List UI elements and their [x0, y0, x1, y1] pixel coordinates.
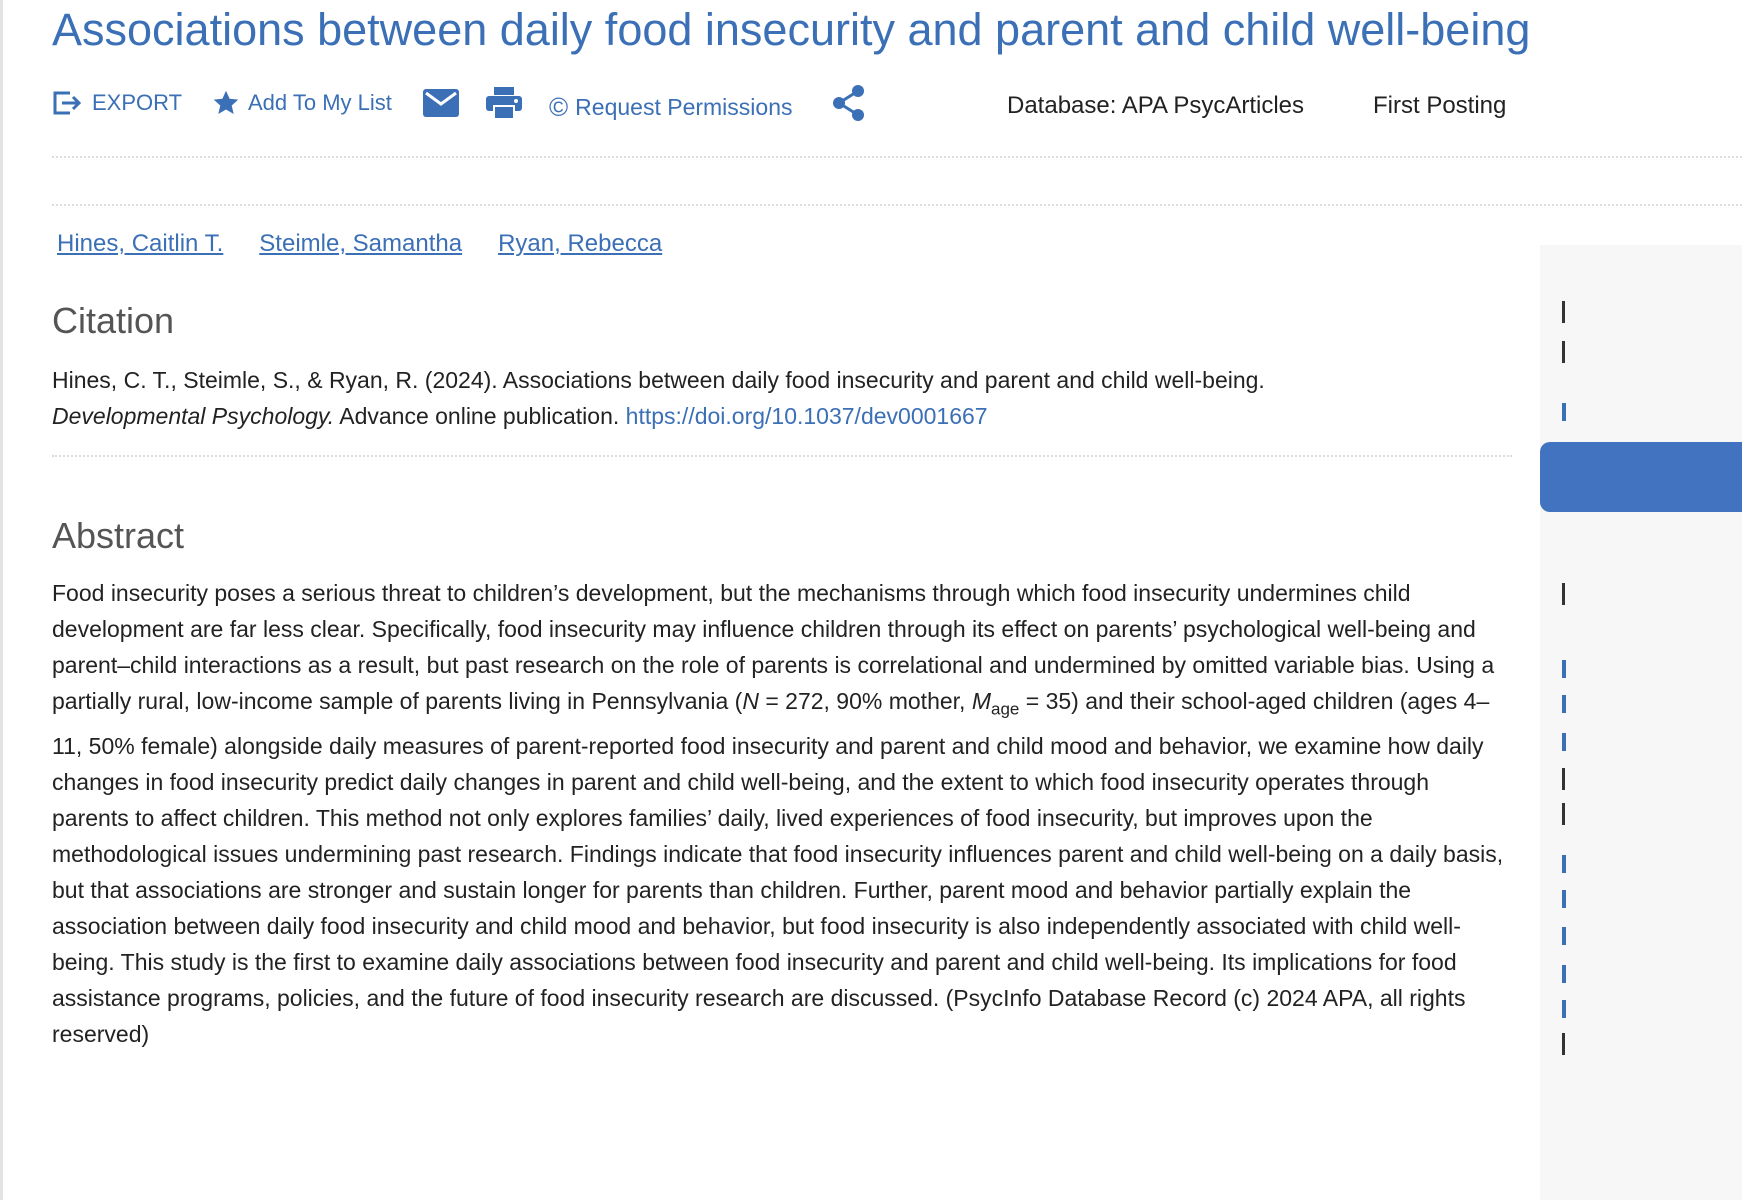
sidebar-fragment	[1562, 995, 1592, 1023]
sidebar-fragment	[1562, 298, 1592, 326]
sidebar-fragment	[1562, 800, 1592, 828]
request-permissions-label: Request Permissions	[575, 93, 793, 120]
citation-heading: Citation	[52, 300, 175, 341]
sidebar-fragment	[1562, 338, 1592, 366]
add-to-list-button[interactable]	[212, 78, 392, 128]
author-list	[57, 230, 662, 266]
sidebar-fragment	[1562, 655, 1592, 683]
sidebar-fragment	[1562, 580, 1592, 608]
request-permissions-button[interactable]	[549, 82, 792, 132]
author-link[interactable]: Steimle, Samantha	[259, 230, 463, 257]
first-posting-label: First Posting	[1373, 92, 1507, 119]
left-edge-border	[0, 0, 3, 1200]
m-symbol: M	[971, 688, 991, 714]
export-button[interactable]	[52, 78, 182, 128]
author-link[interactable]: Hines, Caitlin T.	[57, 230, 224, 257]
sidebar-fragment	[1562, 885, 1592, 913]
doi-link[interactable]: https://doi.org/10.1037/dev0001667	[625, 403, 988, 429]
copyright-icon: ©	[549, 91, 569, 122]
article-title: Associations between daily food insecurity and parent and child well-being	[52, 4, 1531, 55]
divider-citation	[52, 455, 1512, 457]
age-subscript: age	[991, 699, 1020, 719]
sidebar-active-tab[interactable]	[1540, 442, 1742, 512]
divider-top	[52, 156, 1742, 158]
sidebar-fragment	[1562, 765, 1592, 793]
sidebar-fragment	[1562, 728, 1592, 756]
export-label: EXPORT	[92, 90, 183, 115]
export-icon	[52, 90, 82, 116]
sidebar-fragment	[1562, 690, 1592, 718]
email-icon	[422, 88, 460, 118]
sidebar-fragment	[1562, 1030, 1592, 1058]
citation-main: Hines, C. T., Steimle, S., & Ryan, R. (2024). Associations between daily food insecurity and parent and child well-being.	[52, 367, 1265, 393]
database-label: Database: APA PsycArticles	[1007, 92, 1305, 119]
citation-journal: Developmental Psychology.	[52, 403, 335, 429]
abstract-segment: = 35) and their school-aged children (ages 4–11, 50% female) alongside daily measures of parent-reported food insecurity and parent and child mood and behavior, we examine how daily changes in food insecurity predict daily changes in parent and child well-being, and the extent to which food insecurity operates through parents to affect children. This method not only explores families’ daily, lived experiences of food insecurity, but improves upon the methodological issues undermining past research. Findings indicate that food insecurity influences parent and child well-being on a daily basis, but that associations are stronger and sustain longer for parents than children. Further, parent mood and behavior partially explain the association between daily food insecurity and child mood and behavior, but food insecurity is also independently associated with child well-being. This study is the first to examine daily associations between food insecurity and parent and child well-being. Its implications for food assistance programs, policies, and the future of food insecurity research are discussed. (PsycInfo Database Record (c) 2024 APA, all rights reserved)	[52, 688, 1504, 1047]
sidebar-fragment	[1562, 922, 1592, 950]
share-icon	[831, 83, 867, 123]
abstract-text	[52, 575, 1512, 1052]
add-to-list-label: Add To My List	[248, 90, 392, 115]
abstract-segment: Food insecurity poses a serious threat to children’s development, but the mechanisms through which food insecurity undermines child development are far less clear. Specifically, food insecurity may influence children through its effect on parents’ psychological well-being and parent–child interactions as a result, but past research on the role of parents is correlational and undermined by omitted variable bias. Using a partially rural, low-income sample of parents living in Pennsylvania (	[52, 580, 1495, 714]
print-button[interactable]	[485, 78, 523, 128]
star-icon	[212, 89, 240, 117]
share-button[interactable]	[831, 78, 867, 128]
sidebar-fragment	[1562, 960, 1592, 988]
print-icon	[485, 86, 523, 120]
citation-status: Advance online publication.	[339, 403, 620, 429]
author-link[interactable]: Ryan, Rebecca	[498, 230, 663, 257]
email-button[interactable]	[422, 78, 460, 128]
sidebar-fragment	[1562, 850, 1592, 878]
divider-authors	[52, 204, 1742, 206]
action-toolbar	[52, 78, 1742, 128]
abstract-segment: = 272, 90% mother,	[758, 688, 972, 714]
n-symbol: N	[742, 688, 759, 714]
abstract-heading: Abstract	[52, 515, 185, 556]
sidebar-fragment	[1562, 398, 1592, 426]
citation-text	[52, 362, 1512, 434]
